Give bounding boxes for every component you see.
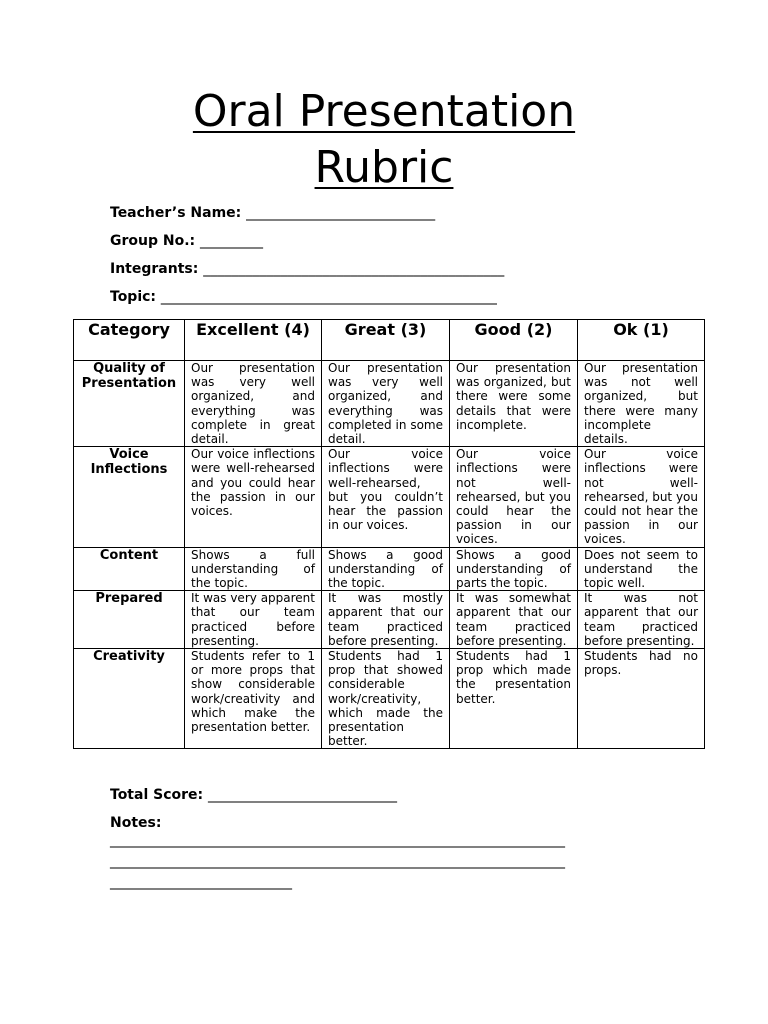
teacher-name-label: Teacher’s Name: (110, 205, 242, 221)
rubric-cell: Does not seem to understand the topic well. (578, 547, 705, 591)
rubric-cell: Shows a good understanding of parts the topic. (450, 547, 578, 591)
rubric-cell: Our presentation was very well organized, and everything was completed in some detail. (322, 361, 450, 447)
notes-line[interactable]: _________________________________________________________________ (110, 853, 565, 869)
table-row (74, 361, 705, 447)
category-cell: Content (74, 547, 185, 591)
rubric-cell: Our voice inflections were not well-rehearsed, but you could hear the passion in our voices. (450, 447, 578, 547)
header-category: Category (74, 320, 185, 361)
rubric-cell: Our voice inflections were not well-rehearsed, but you could not hear the passion in our voices. (578, 447, 705, 547)
category-cell: Quality of Presentation (74, 361, 185, 447)
group-number-blank[interactable]: _________ (200, 233, 264, 249)
rubric-cell: Students had no props. (578, 649, 705, 749)
group-number-label: Group No.: (110, 233, 196, 249)
category-cell: Voice Inflections (74, 447, 185, 547)
title-line-2: Rubric (314, 142, 454, 193)
rubric-cell: Shows a full understanding of the topic. (185, 547, 322, 591)
table-row (74, 649, 705, 749)
total-score-blank[interactable]: ___________________________ (208, 787, 397, 803)
title-line-1: Oral Presentation (192, 86, 576, 137)
rubric-cell: It was mostly apparent that our team practiced before presenting. (322, 591, 450, 649)
category-cell: Prepared (74, 591, 185, 649)
group-number-field[interactable] (110, 233, 263, 249)
rubric-table (73, 319, 705, 749)
rubric-cell: Our presentation was organized, but there were some details that were incomplete. (450, 361, 578, 447)
topic-blank[interactable]: ________________________________________________ (160, 289, 497, 305)
table-row (74, 591, 705, 649)
rubric-cell: It was somewhat apparent that our team practiced before presenting. (450, 591, 578, 649)
rubric-cell: Students refer to 1 or more props that show considerable work/creativity and which make the presentation better. (185, 649, 322, 749)
topic-field[interactable] (110, 289, 497, 305)
topic-label: Topic: (110, 289, 157, 305)
integrants-field[interactable] (110, 261, 504, 277)
table-row (74, 547, 705, 591)
rubric-cell: It was not apparent that our team practiced before presenting. (578, 591, 705, 649)
table-row (74, 447, 705, 547)
notes-line[interactable]: __________________________ (110, 874, 292, 890)
header-ok: Ok (1) (578, 320, 705, 361)
integrants-blank[interactable]: ___________________________________________ (203, 261, 505, 277)
total-score-label: Total Score: (110, 787, 204, 803)
total-score-field[interactable] (110, 787, 397, 803)
rubric-cell: Students had 1 prop that showed considerable work/creativity, which made the presentation better. (322, 649, 450, 749)
rubric-cell: Our presentation was not well organized, but there were many incomplete details. (578, 361, 705, 447)
notes-line[interactable]: _________________________________________________________________ (110, 832, 565, 848)
rubric-cell: Our voice inflections were well-rehearsed and you could hear the passion in our voices. (185, 447, 322, 547)
rubric-cell: Our presentation was very well organized, and everything was complete in great detail. (185, 361, 322, 447)
integrants-label: Integrants: (110, 261, 199, 277)
teacher-name-field[interactable] (110, 205, 435, 221)
header-good: Good (2) (450, 320, 578, 361)
teacher-name-blank[interactable]: ___________________________ (246, 205, 436, 221)
rubric-cell: It was very apparent that our team practiced before presenting. (185, 591, 322, 649)
rubric-cell: Our voice inflections were well-rehearsed, but you couldn’t hear the passion in our voices. (322, 447, 450, 547)
rubric-header-row (74, 320, 705, 361)
notes-label: Notes: (110, 815, 162, 831)
rubric-cell: Students had 1 prop which made the presentation better. (450, 649, 578, 749)
header-excellent: Excellent (4) (185, 320, 322, 361)
rubric-cell: Shows a good understanding of the topic. (322, 547, 450, 591)
header-great: Great (3) (322, 320, 450, 361)
category-cell: Creativity (74, 649, 185, 749)
document-title (0, 84, 768, 196)
